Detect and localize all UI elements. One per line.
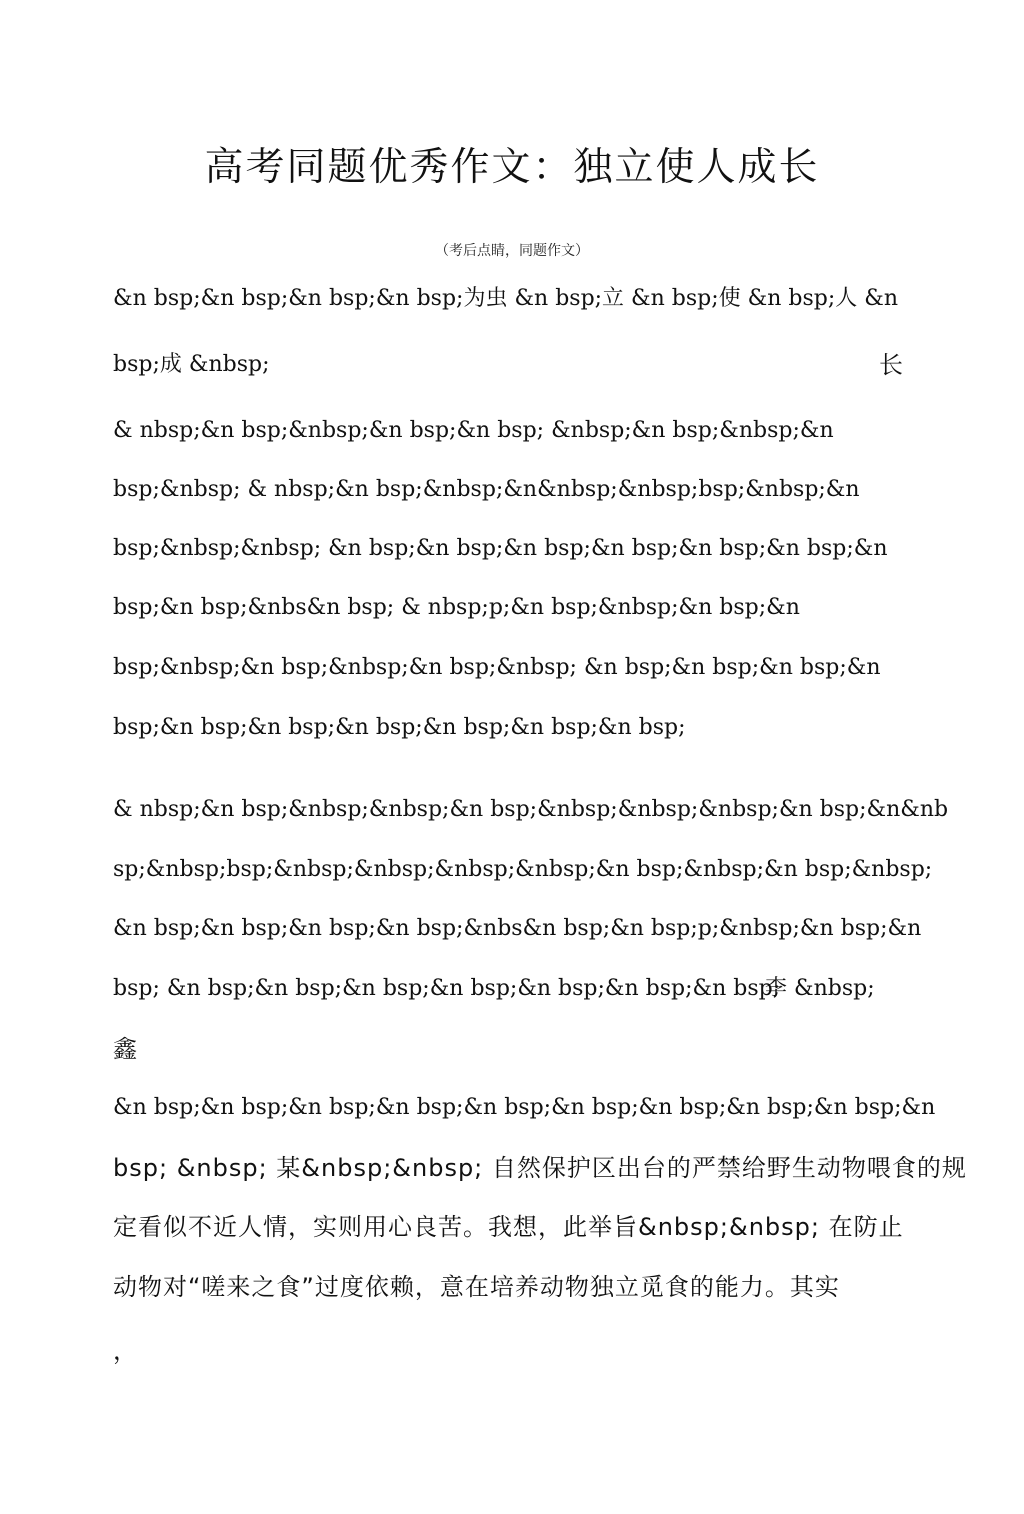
- document-title: 高考同题优秀作文：独立使人成长: [204, 145, 820, 190]
- text-line: &n bsp;&n bsp;&n bsp;&n bsp;&nbs&n bsp;&n bsp;p;&nbsp;&n bsp;&n: [113, 916, 922, 941]
- paragraph-line: 定看似不近人情，实则用心良苦。我想，此举旨&nbsp;&nbsp; 在防止: [113, 1213, 904, 1241]
- text-line: bsp;&nbsp; & nbsp;&n bsp;&nbsp;&n&nbsp;&nbsp;bsp;&nbsp;&n: [113, 477, 860, 502]
- document-subtitle: （考后点睛，同题作文）: [435, 243, 589, 259]
- author-name: 李 &nbsp;: [765, 976, 875, 1001]
- text-line: bsp;&n bsp;&nbs&n bsp; & nbsp;p;&n bsp;&nbsp;&n bsp;&n: [113, 595, 800, 620]
- text-line: bsp;成 &nbsp;: [113, 352, 270, 377]
- text-line: sp;&nbsp;bsp;&nbsp;&nbsp;&nbsp;&nbsp;&n bsp;&nbsp;&n bsp;&nbsp;: [113, 857, 933, 882]
- paragraph-line: ，: [113, 1337, 138, 1365]
- paragraph-line: 动物对“嗟来之食”过度依赖，意在培养动物独立觅食的能力。其实: [113, 1273, 840, 1301]
- text-line: bsp;&nbsp;&nbsp; &n bsp;&n bsp;&n bsp;&n bsp;&n bsp;&n bsp;&n: [113, 536, 888, 561]
- text-line: &n bsp;&n bsp;&n bsp;&n bsp;&n bsp;&n bsp;&n bsp;&n bsp;&n bsp;&n: [113, 1095, 936, 1120]
- text-line: &n bsp;&n bsp;&n bsp;&n bsp;为虫 &n bsp;立 &n bsp;使 &n bsp;人 &n: [113, 286, 899, 311]
- text-line: & nbsp;&n bsp;&nbsp;&nbsp;&n bsp;&nbsp;&nbsp;&nbsp;&n bsp;&n&nb: [113, 797, 949, 822]
- text-line: bsp;&n bsp;&n bsp;&n bsp;&n bsp;&n bsp;&n bsp;: [113, 715, 686, 740]
- author-name-second-char: 鑫: [113, 1035, 137, 1063]
- text-line: 长: [879, 351, 903, 379]
- text-line: & nbsp;&n bsp;&nbsp;&n bsp;&n bsp; &nbsp;&n bsp;&nbsp;&n: [113, 418, 834, 443]
- text-line: bsp;&nbsp;&n bsp;&nbsp;&n bsp;&nbsp; &n bsp;&n bsp;&n bsp;&n: [113, 655, 881, 680]
- text-line: bsp; &n bsp;&n bsp;&n bsp;&n bsp;&n bsp;&n bsp;&n bsp;: [113, 976, 781, 1001]
- paragraph-line: bsp; &nbsp; 某&nbsp;&nbsp; 自然保护区出台的严禁给野生动物喂食的规: [113, 1154, 967, 1182]
